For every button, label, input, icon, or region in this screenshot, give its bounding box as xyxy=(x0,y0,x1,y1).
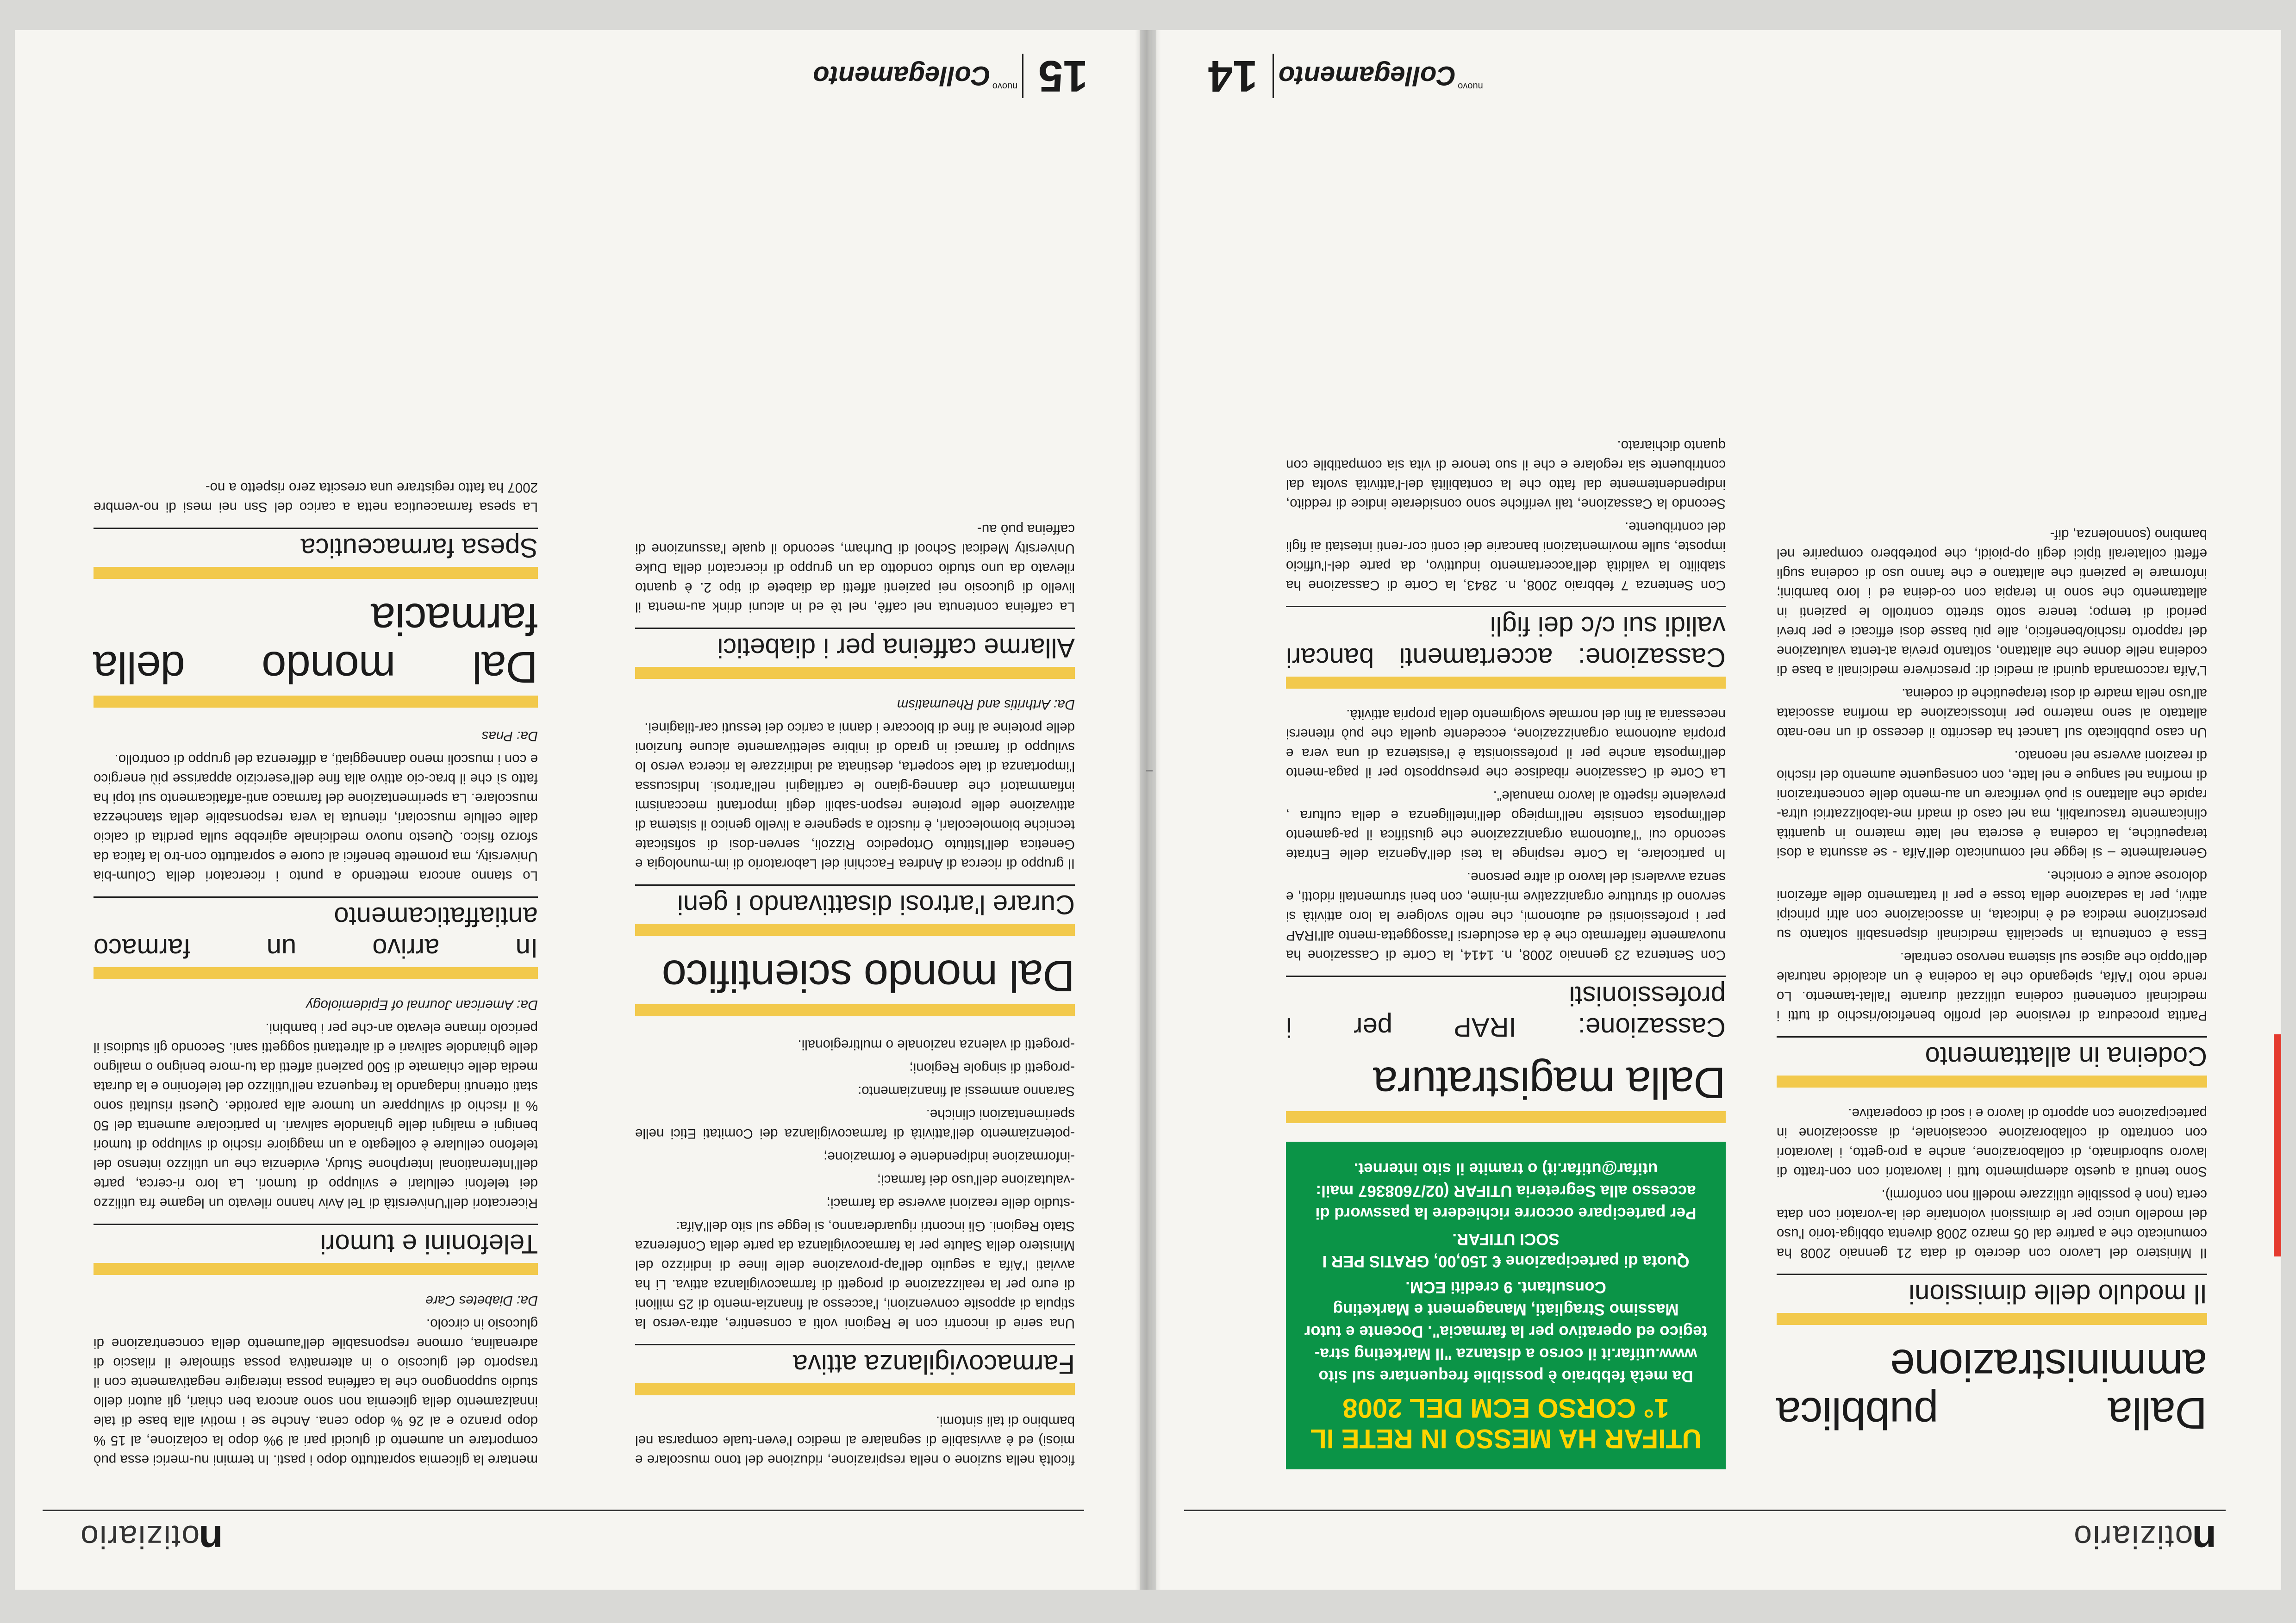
big-title: Dal mondo della farmacia xyxy=(94,594,538,692)
brand-n: n xyxy=(200,1517,223,1561)
paragraph: La caffeina contenuta nel caffè, nel tè ed in alcuni drink au-menta il livello di glucosio nei pazienti affetti da diabete di tipo 2. è quanto rilevato da uno studio condotto da un gruppo di ricercatori della Duke University Medical School di Durham, secondo il quale l'assunzione di caffeina può au- xyxy=(635,522,1075,615)
ecm-course-box xyxy=(1286,1142,1726,1469)
crop-mark xyxy=(1146,770,1153,771)
page-number: 14 xyxy=(1208,51,1258,101)
source-line: Da: American Journal of Epidemiology xyxy=(306,997,538,1013)
footer-logo-text: Collegamento xyxy=(813,61,991,91)
paragraph: mentare la glicemia soprattutto dopo i pasti. In termini nu-merici essa può comportare un aumento di glucidi pari al 9% dopo la colazione, al 15 % dopo pranzo e al 26 % dopo cena. Anche se i motivi alla base di tale innalzamento della glicemia non sono ancora ben chiari, gli autori dello studio suppongono che la caffeina possa interagire negativamente con il trasporto del glucosio o in alternativa possa stimolare il rilascio di adrenalina, ormone responsabile dell'aumento della concentrazione di glucosio in circolo. xyxy=(94,1316,538,1468)
accent-bar xyxy=(1777,1076,2207,1088)
list-item: -valutazione dell'uso dei farmaci; xyxy=(877,1172,1075,1188)
paragraph: Un caso pubblicato sul Lancet ha descritto il decesso di un neo-nato allattato al seno materno per intossicazione da morfina associata all'uso nella madre di dosi terapeutiche di codeina. xyxy=(1777,686,2207,740)
big-title: Dalla pubblica amministrazione xyxy=(1777,1340,2207,1438)
accent-bar xyxy=(635,1004,1075,1016)
source-line: Da: Pnas xyxy=(481,728,538,744)
footer-logo-text: Collegamento xyxy=(1278,61,1456,91)
section-title: Cassazione: accertamenti bancari validi sui c/c dei figli xyxy=(1286,606,1726,673)
accent-bar xyxy=(94,696,538,708)
section-artrosi xyxy=(635,884,1075,936)
section-accertamenti xyxy=(1286,606,1726,689)
section-title: Codeina in allattamento xyxy=(1777,1036,2207,1072)
accent-bar xyxy=(94,1263,538,1275)
spine-shadow xyxy=(1135,30,1161,1590)
column-pa xyxy=(1777,521,2207,1469)
footer-divider xyxy=(1273,54,1274,98)
paragraph: Con Sentenza 7 febbraio 2008, n. 2843, la Corte di Cassazione ha stabilito la validità dell'accertamento induttivo, da parte del-l'ufficio imposte, sulle movimentazioni bancarie dei conti cor-renti intestati ai figli del contribuente. xyxy=(1286,519,1726,593)
section-dimissioni xyxy=(1777,1274,2207,1325)
paragraph: Lo stanno ancora mettendo a punto i ricercatori della Colum-bia University, ma promette benefici al cuore e soprattutto con-tro la fatica da sforzo fisico. Questo nuovo medicinale agirebbe sulla perdita di calcio dalle cellule muscolari, ritenuta la vera responsabile della stanchezza muscolare. La sperimentazione del farmaco anti-affaticamento sui topi ha fatto sì che il brac-cio attivo alla fine dell'esercizio apparisse più energico e con i muscoli meno danneggiati, a differenza del gruppo di controllo. xyxy=(94,752,538,883)
page-15 xyxy=(15,30,1140,1590)
accent-bar xyxy=(635,1383,1075,1395)
accent-bar xyxy=(1777,1313,2207,1325)
accent-bar xyxy=(94,567,538,579)
header-brand xyxy=(2073,1516,2216,1562)
ecm-info: Per partecipare occorre richiedere la password di accesso alla Segreteria UTIFAR (02/7608367 mail: utifar@utifar.it) o tramite il sito internet. xyxy=(1315,1160,1697,1222)
section-irap xyxy=(1286,976,1726,1043)
footer-logo xyxy=(1279,61,1483,92)
list-item: -studio delle reazioni avverse da farmaci; xyxy=(826,1195,1075,1211)
list-item: -informazione indipendente e formazione; xyxy=(824,1149,1075,1164)
paragraph: Generalmente – si legge nel comunicato dell'Aifa - se assunta a dosi terapeutiche, la codeina è escreta nel latte materno in quantità clinicamente trascurabili, ma nel caso di madri me-tabolizzatrici ultra-rapide che allattano si può verificare un au-mento delle concentrazioni di morfina nel sangue e nel latte, con conseguente aumento del rischio di reazioni avverse nel neonato. xyxy=(1777,748,2207,860)
column-farmacia xyxy=(94,474,538,1469)
section-header-scientifico xyxy=(635,951,1075,1016)
big-title: Dalla magistratura xyxy=(1373,1058,1726,1107)
page-footer xyxy=(813,50,1098,101)
paragraph: Essa è contenuta in specialità medicinali dispensabili soltanto su prescrizione medica ed è indicata, in associazione con altri principi attivi, per la sedazione della tosse e per il trattamento delle affezioni dolorose acute e croniche. xyxy=(1777,868,2207,942)
footer-divider xyxy=(1022,54,1023,98)
header-rule xyxy=(43,1510,1084,1511)
ecm-title: UTIFAR HA MESSO IN RETE IL 1° CORSO ECM DEL 2008 xyxy=(1310,1393,1702,1454)
section-title: Cassazione: IRAP per i professionisti xyxy=(1286,976,1726,1043)
brand-rest: otiziario xyxy=(80,1519,200,1555)
section-title: Farmacovigilanza attiva xyxy=(635,1344,1075,1380)
column-magistratura xyxy=(1286,432,1726,1469)
ecm-fee: Quota di partecipazione € 150,00, GRATIS PER I SOCI UTIFAR. xyxy=(1322,1230,1690,1270)
paragraph: Ricercatori dell'Università di Tel Aviv hanno rilevato un legame fra utilizzo dei telefoni cellulari e sviluppo di tumori. La loro ri-cerca, parte dell'International Interphone Study, evidenzia che un utilizzo intenso del telefono cellulare è collegato a un maggiore rischio di sviluppo di tumori benigni e maligni delle ghiandole salivari. In particolare aumenta del 50 % il rischio di sviluppare un tumore alla parotide. Questi risultati sono stati ottenuti indagando la frequenza nell'utilizzo del telefonino e la durata media delle chiamate di 500 pazienti affetti da tu-more benigno o maligno delle ghiandole salivari e di altrettanti soggetti sani. Secondo gli studiosi il pericolo rimane elevato an-che per i bambini. xyxy=(94,1020,538,1211)
paragraph: Sono tenuti a questo adempimento tutti i lavoratori con con-tratto di lavoro subordinato, di collaborazione, anche a pro-getto, i lavoratori con contratto di collaborazione occasionale, di associazione in partecipazione con apporto di lavoro e i soci di cooperative. xyxy=(1777,1106,2207,1179)
section-header-pa xyxy=(1777,1341,2207,1437)
paragraph: Una serie di incontri con le Regioni volti a consentire, attra-verso la stipula di apposite convenzioni, l'accesso al finanzia-mento di 25 milioni di euro per la realizzazione di progetti di farmacovigilanza attiva. Li ha avviati l'Aifa a seguito dell'ap-provazione delle linee di indirizzo del Ministero della Salute per la farmacovigilanza da parte della Conferenza Stato Regioni. Gli incontri riguarderanno, si legge sul sito dell'Aifa: xyxy=(635,1219,1075,1331)
ecm-body: Da metà febbraio è possibile frequentare sul sito www.utifar.it il corso a distanza "Il Marketing stra-tegico ed operativo per la farmacia". Docente e tutor Massimo Stragliati, Management e Marketing Consultant. 9 crediti ECM. xyxy=(1304,1278,1708,1385)
accent-bar xyxy=(635,924,1075,936)
section-caffeina xyxy=(635,628,1075,679)
page-14 xyxy=(1156,30,2281,1590)
section-header-farmacia xyxy=(94,595,538,708)
section-telefonini xyxy=(94,1224,538,1275)
section-title: Telefonini e tumori xyxy=(94,1224,538,1259)
footer-logo xyxy=(813,61,1017,92)
section-codeina xyxy=(1777,1036,2207,1088)
paragraph: In particolare, la Corte respinge la tesi dell'Agenzia delle Entrate secondo cui "l'autonoma organizzazione che giustifica il pa-gamento dell'imposta consiste nell'impiego dell'intelligenza e della cultura , prevalente rispetto al lavoro manuale". xyxy=(1286,788,1726,862)
section-title: Spesa farmaceutica xyxy=(94,528,538,563)
header-brand xyxy=(80,1516,223,1562)
column-scientifico xyxy=(635,516,1075,1469)
section-title: Allarme caffeina per i diabetici xyxy=(635,628,1075,663)
list-item: -progetti di singole Regioni; xyxy=(909,1060,1075,1076)
brand-rest: otiziario xyxy=(2073,1519,2193,1555)
paragraph: Partita procedura di revisione del profilo beneficio/rischio di tutti i medicinali contenenti codeina utilizzati durante l'allat-tamento. Lo rende noto l'Aifa, spiegando che la codeina è un alcaloide naturale dell'oppio che agisce sul sistema nervoso centrale. xyxy=(1777,950,2207,1023)
paragraph: Il gruppo di ricerca di Andrea Facchini del Laboratorio di im-munologia e Genetica dell'Istituto Ortopedico Rizzoli, serven-dosi di sofisticate tecniche biomolecolari, è riuscito a spegnere a livello genico il sistema di attivazione delle proteine respon-sabili degli importanti meccanismi infiammatori che danneg-giano le cartilagini nell'artrosi. Indiscussa l'importanza di tale scoperta, destinata ad indirizzare la ricerca verso lo sviluppo di farmaci in grado di inibire selettivamente alcune funzioni delle proteine al fine di bloccare i danni a carico dei tessuti car-tilaginei. xyxy=(635,720,1075,871)
list-item: -progetti di valenza nazionale o multiregionali. xyxy=(798,1037,1075,1052)
source-line: Da: Diabetes Care xyxy=(425,1293,538,1308)
list-item: -potenziamento dell'attività di farmacovigilanza dei Comitati Etici nelle sperimentazioni cliniche. xyxy=(635,1107,1075,1141)
paragraph: ficoltà nella suzione o nella respirazione, riduzione del tono muscolare e miosi) ed è avvisabile di segnalare al medico l'even-tuale comparsa nel bambino di tali sintomi. xyxy=(635,1413,1075,1468)
source-line: Da: Arthritis and Rheumatism xyxy=(897,697,1075,712)
page-number: 15 xyxy=(1038,51,1088,101)
paragraph: Saranno ammessi al finanziamento: xyxy=(858,1083,1075,1099)
accent-bar xyxy=(1286,1111,1726,1123)
accent-bar xyxy=(94,967,538,979)
section-spesa xyxy=(94,528,538,579)
footer-logo-small: nuovo xyxy=(992,81,1018,92)
section-farmacovigilanza xyxy=(635,1344,1075,1395)
section-antiaffaticamento xyxy=(94,896,538,979)
section-title: Il modulo delle dimissioni xyxy=(1777,1274,2207,1309)
page-footer xyxy=(1198,50,1483,101)
section-title: In arrivo un farmaco antiaffaticamento xyxy=(94,896,538,964)
paragraph: Secondo la Cassazione, tali verifiche sono considerate indice di reddito, indipendentemente dal fatto che la contabilità del-l'attività svolta dal contribuente sia regolare e che il suo tenore di vita sia compatibile con quanto dichiarato. xyxy=(1286,438,1726,511)
section-header-magistratura xyxy=(1286,1058,1726,1123)
section-title: Curare l'artrosi disattivando i geni xyxy=(635,884,1075,920)
brand-n: n xyxy=(2193,1517,2216,1561)
paragraph: La spesa farmaceutica netta a carico del Ssn nei mesi di no-vembre 2007 ha fatto registrare una crescita zero rispetto a no- xyxy=(94,480,538,515)
accent-bar xyxy=(635,667,1075,679)
paragraph: Il Ministero del Lavoro con decreto di data 21 gennaio 2008 ha comunicato che a partire dal 05 marzo 2008 diventa obbliga-torio l'uso del modello unico per le dimissioni volontarie dei la-voratori con data certa (non è possibile utilizzare modelli non conformi). xyxy=(1777,1187,2207,1261)
paragraph: Con Sentenza 23 gennaio 2008, n. 1414, la Corte di Cassazione ha nuovamente riaffermato che è da escludersi l'assoggetta-mento all'IRAP per i professionisti ed autonomi, che nello svolgere la loro attività si servono di strutture organizzative mi-nime, con beni strumentali ridotti, e senza avvalersi del lavoro di altre persone. xyxy=(1286,870,1726,963)
header-rule xyxy=(1184,1510,2226,1511)
accent-bar xyxy=(1286,677,1726,689)
paragraph: La Corte di Cassazione ribadisce che presupposto per il paga-mento dell'imposta anche per il professionista è l'esistenza di una vera e propria autonoma organizzazione, eccedente quella che può ritenersi necessaria ai fini del normale svolgimento della propria attività. xyxy=(1286,707,1726,780)
edge-color-mark xyxy=(2274,1034,2281,1256)
footer-logo-small: nuovo xyxy=(1458,81,1483,92)
paragraph: L'Aifa raccomanda quindi ai medici di: prescrivere medicinali a base di codeina nelle donne che allattano, soltanto previa at-tenta valutazione del rapporto rischio/beneficio, alle più basse dosi efficaci e per brevi periodi di tempo; tenere sotto stretto controllo le pazienti in allattamento che sono in terapia con co-deina ed i loro bambini; informare le pazienti che allattano e che fanno uso di codeina sugli effetti collaterali tipici degli op-pioidi, che potrebbero comparire nel bambino (sonnolenza, dif- xyxy=(1777,527,2207,678)
big-title: Dal mondo scientifico xyxy=(662,951,1075,1001)
